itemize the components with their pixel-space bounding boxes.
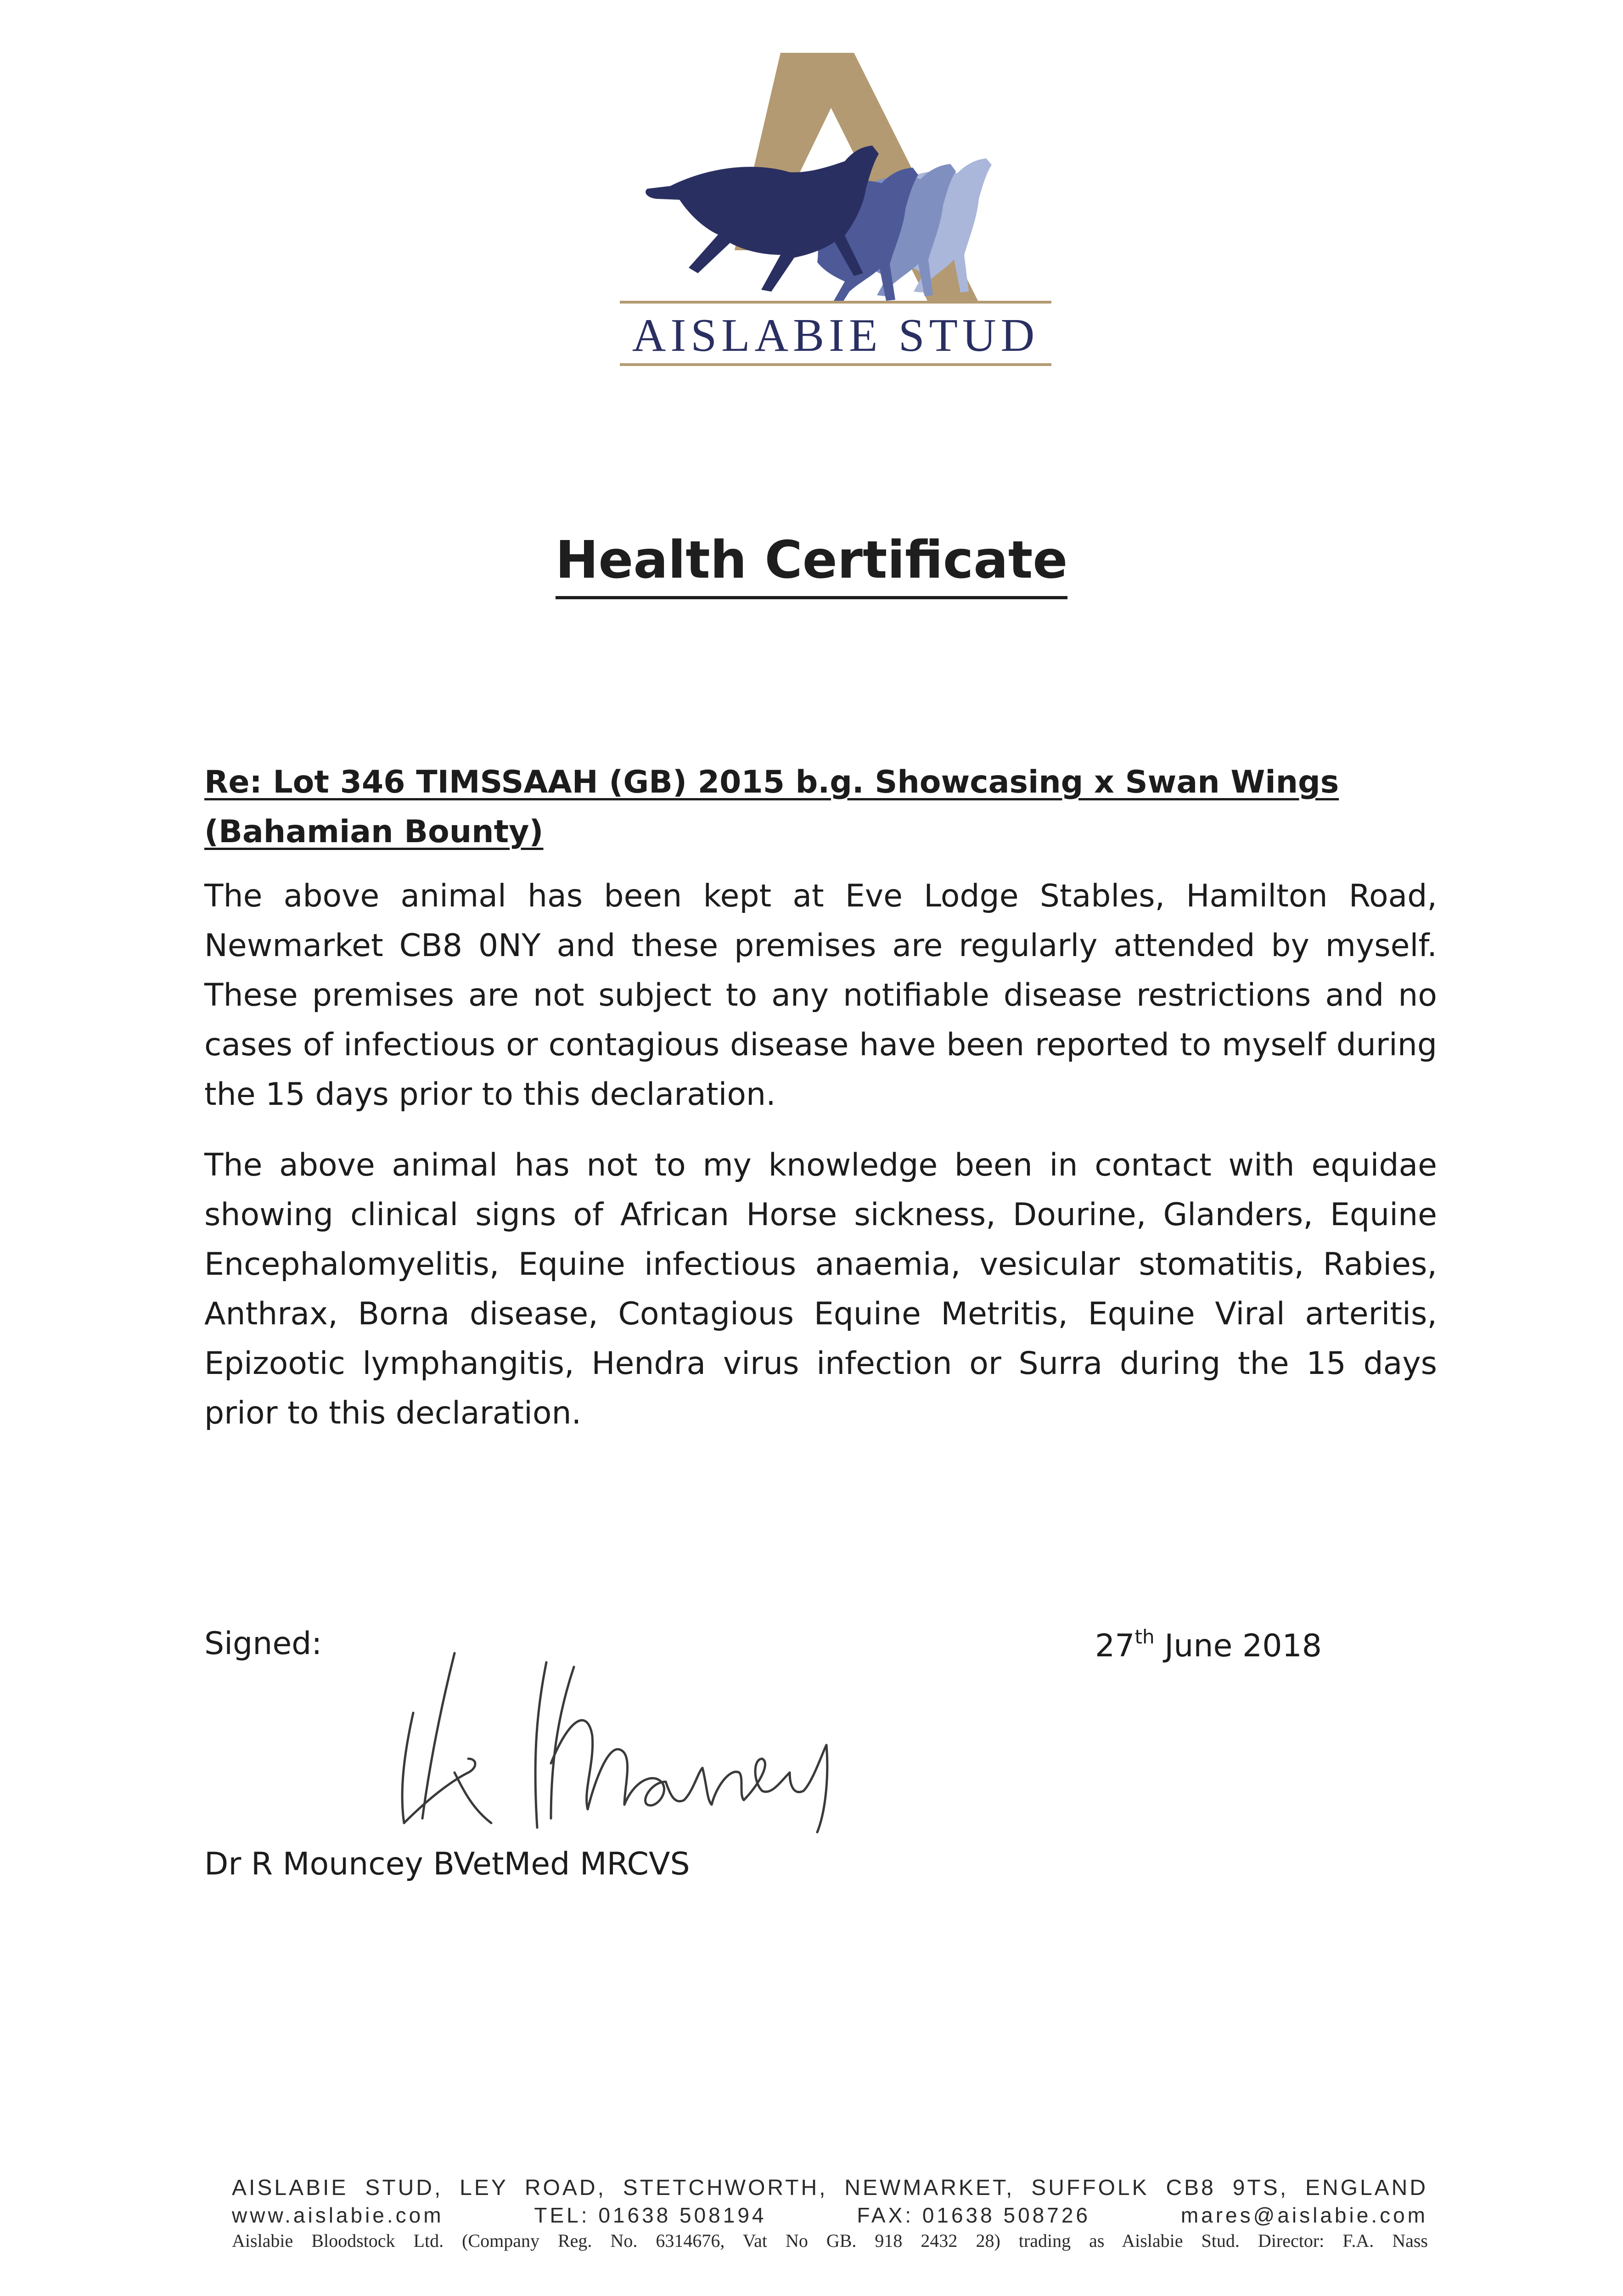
- signatory-name: Dr R Mouncey BVetMed MRCVS: [204, 1846, 690, 1882]
- certificate-body: [204, 758, 1437, 1459]
- footer-telephone: TEL: 01638 508194: [534, 2203, 767, 2227]
- signature-date: [1095, 1623, 1322, 1669]
- lot-reference: Re: Lot 346 TIMSSAAH (GB) 2015 b.g. Showcasing x Swan Wings (Bahamian Bounty): [204, 764, 1339, 850]
- document-title-wrapper: [0, 528, 1623, 599]
- logo-rule-bottom: [620, 363, 1051, 366]
- logo-rule-top: [620, 301, 1051, 304]
- date-day: 27: [1095, 1628, 1135, 1664]
- aislabie-stud-logo: [615, 53, 1074, 374]
- logo-wordmark: AISLABIE STUD: [632, 310, 1039, 361]
- signed-label: Signed:: [204, 1626, 322, 1662]
- footer-email[interactable]: mares@aislabie.com: [1180, 2203, 1428, 2227]
- footer-contact-row: [232, 2202, 1428, 2228]
- premises-declaration: The above animal has been kept at Eve Lodge Stables, Hamilton Road, Newmarket CB8 0NY and these premises are regularly attended by myself. These premises are not subject to any notifiable disease restrictions and no cases of infectious or contagious disease have been reported to myself during the 15 days prior to this declaration.: [204, 878, 1437, 1113]
- contact-declaration: The above animal has not to my knowledge been in contact with equidae showing clinical signs of African Horse sickness, Dourine, Glanders, Equine Encephalomyelitis, Equine infectious anaemia, vesicular stomatitis, Rabies, Anthrax, Borna disease, Contagious Equine Metritis, Equine Viral arteritis, Epizootic lymphangitis, Hendra virus infection or Surra during the 15 days prior to this declaration.: [204, 1147, 1437, 1431]
- footer-fax: FAX: 01638 508726: [857, 2203, 1091, 2227]
- footer-address: AISLABIE STUD, LEY ROAD, STETCHWORTH, NEWMARKET, SUFFOLK CB8 9TS, ENGLAND: [232, 2176, 1428, 2200]
- document-title: Health Certificate: [556, 528, 1068, 599]
- footer-website[interactable]: www.aislabie.com: [232, 2203, 444, 2227]
- date-suffix: th: [1134, 1626, 1155, 1648]
- logo-emblem: [615, 53, 1074, 328]
- footer-company-details: Aislabie Bloodstock Ltd. (Company Reg. No. 6314676, Vat No GB. 918 2432 28) trading as Aislabie Stud. Director: F.A. Nass: [232, 2230, 1428, 2251]
- letterhead-footer: [232, 2174, 1428, 2253]
- date-month-year: June 2018: [1154, 1628, 1322, 1664]
- handwritten-signature: [386, 1635, 882, 1837]
